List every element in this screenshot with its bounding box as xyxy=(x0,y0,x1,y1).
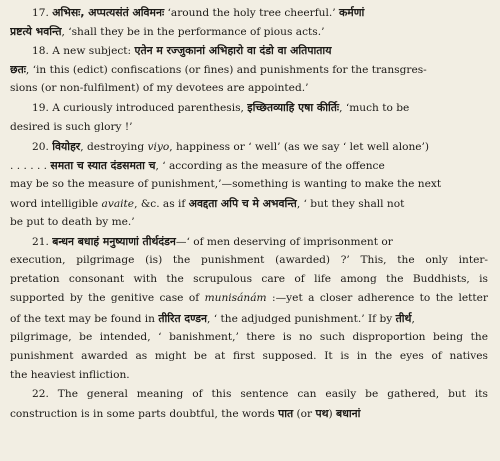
text-run: construction is in some parts doubtful, the words xyxy=(10,407,279,420)
text-line xyxy=(10,309,488,328)
text-run: pilgrimage, be intended, ‘ banishment,’ there is no such disproportion being the xyxy=(10,330,488,343)
text-line xyxy=(10,289,488,308)
text-line xyxy=(10,98,488,117)
text-line xyxy=(10,347,488,366)
text-line xyxy=(10,404,488,423)
text-run: 20. xyxy=(32,140,53,153)
text-run: 22. The general meaning of this sentence can easily be gathered, but its xyxy=(32,387,488,400)
text-run: 18. A new subject: xyxy=(32,45,135,58)
text-run: (or xyxy=(293,407,316,420)
text-line xyxy=(10,41,488,60)
devanagari-text: बन्धन बधाहं मनुष्याणां तीर्थदंडन xyxy=(52,235,176,249)
text-run: 21. xyxy=(32,236,53,249)
text-line xyxy=(10,213,488,232)
italic-text: avaite xyxy=(101,197,135,210)
text-run: :—yet a closer adherence to the letter xyxy=(266,292,488,305)
text-run: , ‘much to be xyxy=(339,102,410,115)
devanagari-text: इच्छितव्याहि एषा कीर्तिः xyxy=(247,101,340,115)
text-line xyxy=(10,270,488,289)
devanagari-text: तीरित दण्डन xyxy=(158,311,208,325)
text-run: be put to death by me.’ xyxy=(10,216,135,229)
text-run: word intelligible xyxy=(10,197,102,210)
text-line xyxy=(10,60,488,79)
text-run: pretation consonant with the scrupulous care of life among the Buddhists, is xyxy=(10,273,488,286)
italic-text: munisánám xyxy=(204,292,267,305)
italic-text: viyo xyxy=(147,140,170,153)
text-line xyxy=(10,3,488,22)
devanagari-text: अभिसः, अप्पत्यसंतं अविमनः xyxy=(52,6,165,19)
text-run: punishment awarded as might be at first supposed. It is in the eyes of natives xyxy=(10,349,488,362)
text-line xyxy=(10,232,488,251)
text-line xyxy=(10,79,488,98)
text-run: sions (or non-fulfilment) of my devotees are appointed.’ xyxy=(10,82,309,95)
text-run: , &c. as if xyxy=(134,197,189,210)
text-run: , ‘ according as the measure of the offence xyxy=(155,159,385,172)
text-run: desired is such glory !’ xyxy=(10,120,133,133)
text-run: , ‘shall they be in the performance of pious acts.’ xyxy=(61,26,325,39)
text-run: , ‘ but they shall not xyxy=(296,197,405,210)
text-run: , happiness or ‘ well’ (as we say ‘ let well alone’) xyxy=(169,140,430,153)
text-run: , ‘in this (edict) confiscations (or fines) and punishments for the transgres- xyxy=(25,64,427,77)
text-run: . . . . . . xyxy=(10,159,51,172)
devanagari-text: पथ xyxy=(315,406,329,420)
devanagari-text: एतेन म रज्जुकानां अभिहारो वा दंडो वा अतिपाताय xyxy=(134,44,332,58)
text-run: , ‘ the adjudged punishment.’ If by xyxy=(207,312,396,325)
text-line xyxy=(10,22,488,41)
devanagari-text: पात xyxy=(278,406,294,420)
text-run: 19. A curiously introduced parenthesis, xyxy=(32,102,248,115)
devanagari-text: कर्मणां xyxy=(338,6,365,19)
devanagari-text: बधानां xyxy=(336,406,361,420)
text-run: may be so the measure of punishment,’—something is wanting to make the next xyxy=(10,177,442,190)
text-line xyxy=(10,194,488,213)
text-run: —‘ of men deserving of imprisonment or xyxy=(175,236,393,249)
devanagari-text: तीर्थ xyxy=(395,311,412,325)
devanagari-text: अवद्दता अपि च मे अभवन्ति xyxy=(188,196,297,210)
devanagari-text: छतः xyxy=(10,63,26,77)
text-line xyxy=(10,175,488,194)
text-run: supported by the genitive case of xyxy=(10,292,205,305)
devanagari-text: समता च स्यात दंडसमता च xyxy=(50,158,156,172)
text-run: , xyxy=(411,312,415,325)
text-line xyxy=(10,118,488,137)
text-run: ) xyxy=(328,407,337,420)
text-line xyxy=(10,385,488,404)
text-line xyxy=(10,251,488,270)
text-line xyxy=(10,156,488,175)
text-run: execution, pilgrimage (is) the punishment (awarded) ?’ This, the only inter- xyxy=(10,254,488,267)
text-line xyxy=(10,328,488,347)
text-line xyxy=(10,366,488,385)
devanagari-text: वियोहर xyxy=(52,139,81,153)
text-run: ‘around the holy tree cheerful.’ xyxy=(164,7,339,19)
devanagari-text: प्रष्टत्ये भवन्ति xyxy=(10,25,62,39)
text-run: the heaviest infliction. xyxy=(10,368,130,381)
text-run: 17. xyxy=(32,7,53,19)
text-run: of the text may be found in xyxy=(10,312,159,325)
text-line xyxy=(10,137,488,156)
text-run: , destroying xyxy=(80,140,148,153)
